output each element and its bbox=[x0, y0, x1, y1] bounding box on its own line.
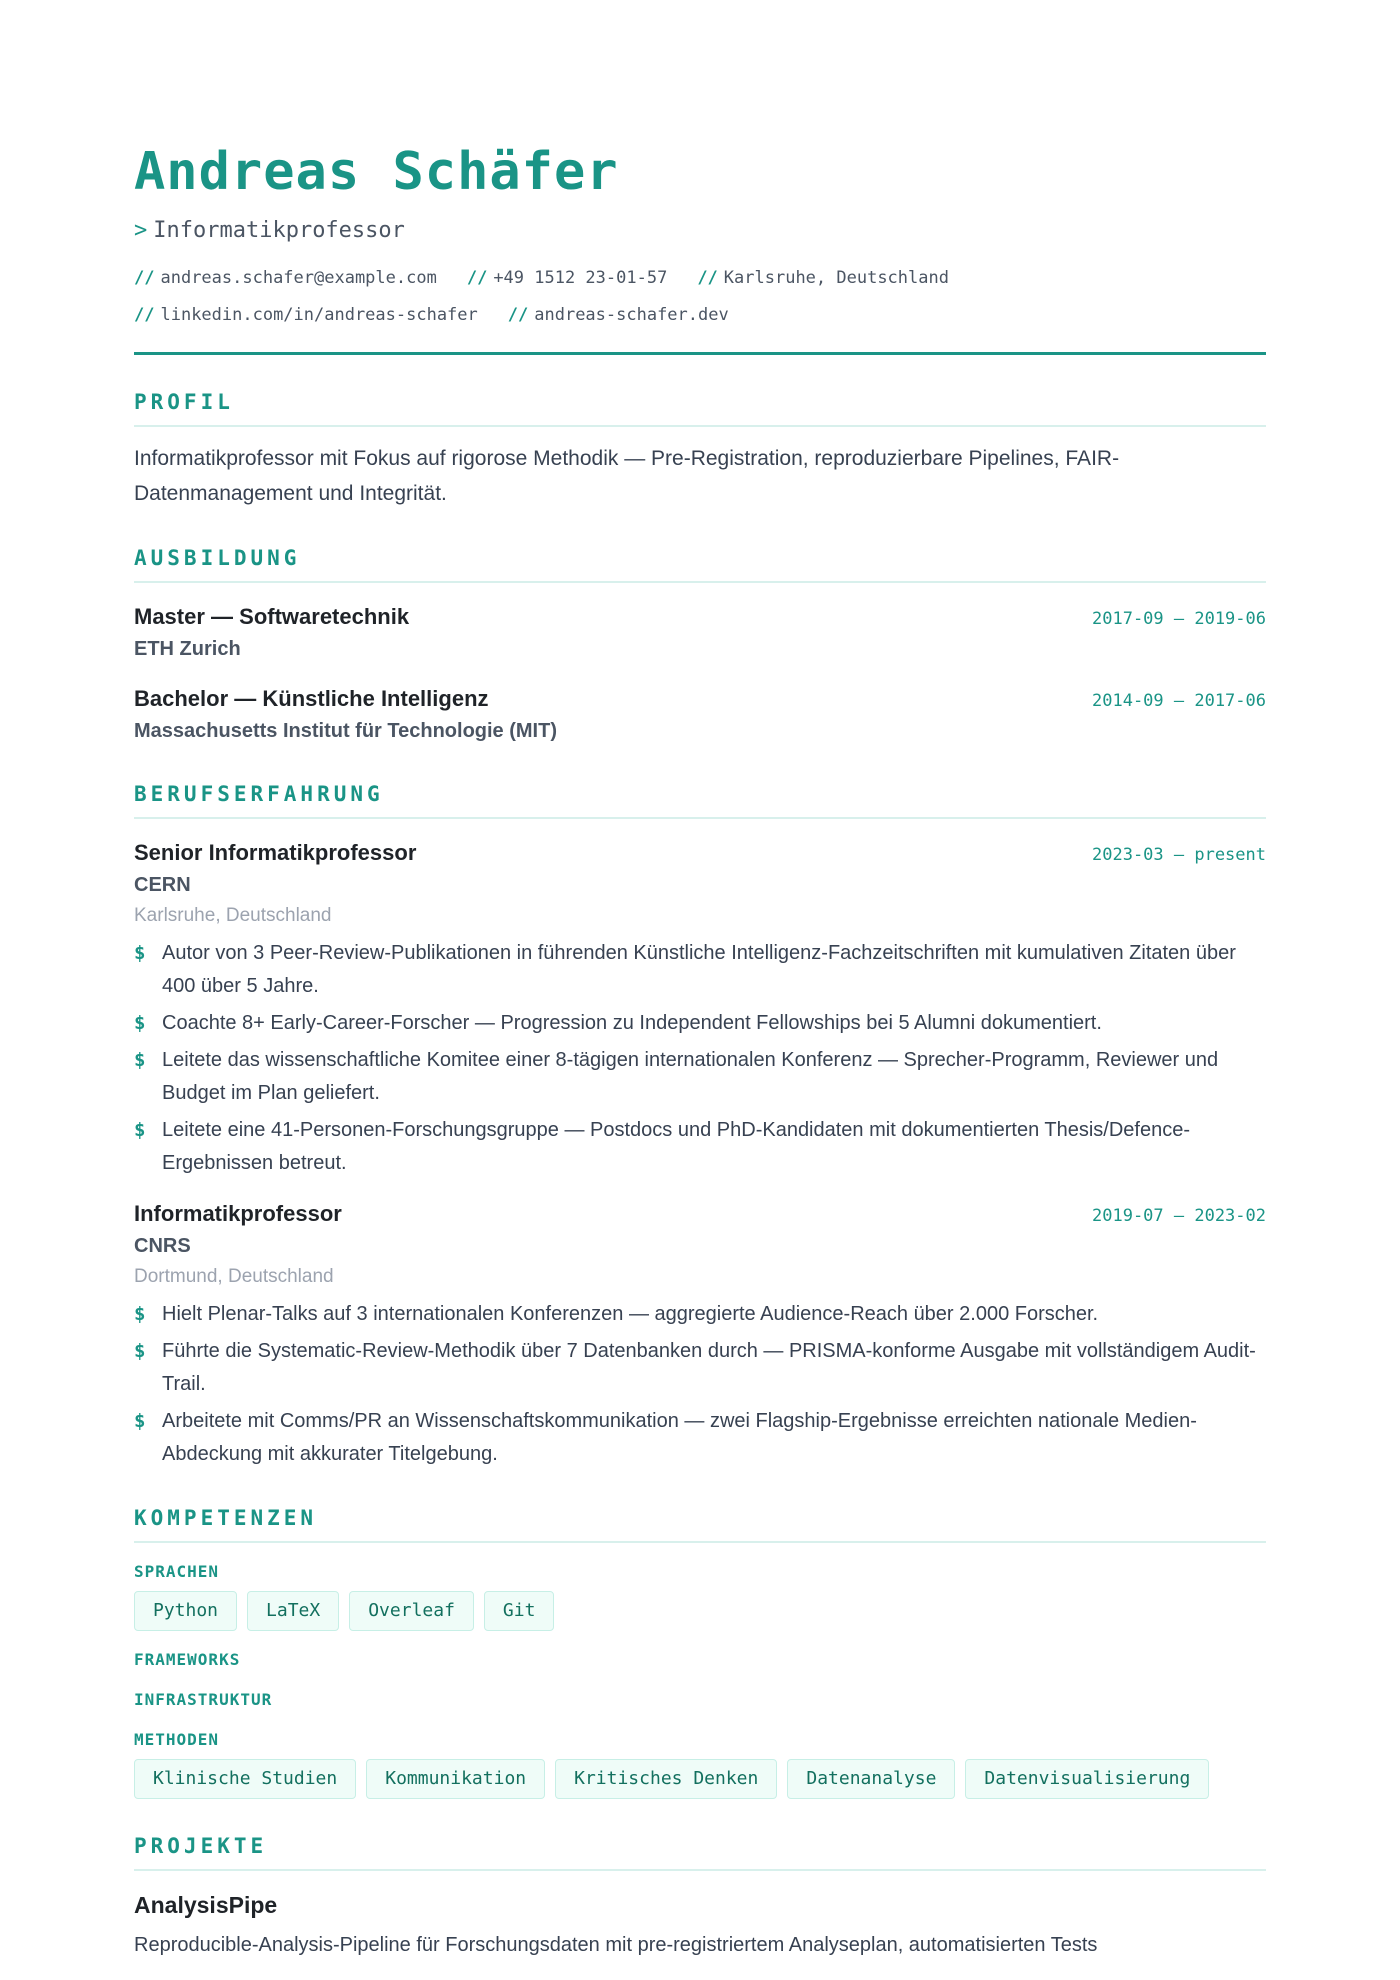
skill-group-label: SPRACHEN bbox=[134, 1562, 220, 1581]
contact-row-1 bbox=[134, 260, 1266, 297]
contact-email[interactable]: // andreas.schafer@example.com bbox=[134, 268, 437, 288]
slash-icon: // bbox=[697, 268, 718, 288]
skill-tag: Kommunikation bbox=[366, 1759, 545, 1799]
contact-location: // Karlsruhe, Deutschland bbox=[697, 268, 949, 288]
degree-title: Bachelor — Künstliche Intelligenz bbox=[134, 686, 489, 711]
employer: CNRS bbox=[134, 1235, 191, 1257]
employer: CERN bbox=[134, 874, 191, 896]
date-range: 2019-07 – 2023-02 bbox=[1092, 1206, 1266, 1226]
resume-page bbox=[134, 140, 1266, 1962]
job-location: Dortmund, Deutschland bbox=[134, 1266, 334, 1287]
section-experience bbox=[134, 781, 1266, 1471]
section-heading-projects: PROJEKTE bbox=[134, 1833, 1266, 1871]
institution: Massachusetts Institut für Technologie (MIT) bbox=[134, 720, 557, 742]
contact-list bbox=[134, 260, 1266, 334]
skill-tag: Overleaf bbox=[349, 1591, 474, 1631]
project-title: AnalysisPipe bbox=[134, 1892, 278, 1918]
achievement-item: $ Leitete das wissenschaftliche Komitee einer 8-tägigen internationalen Konferenz — Sprecher-Programm, Reviewer und Budget im Plan geliefert. bbox=[134, 1044, 1266, 1110]
resume-header bbox=[134, 140, 1266, 355]
prompt-icon: > bbox=[134, 218, 148, 243]
section-projects bbox=[134, 1833, 1266, 1962]
skill-group-label: INFRASTRUKTUR bbox=[134, 1690, 273, 1709]
dollar-icon: $ bbox=[134, 1410, 146, 1432]
skill-tags bbox=[134, 1591, 1266, 1631]
achievement-item: $ Autor von 3 Peer-Review-Publikationen in führenden Künstliche Intelligenz-Fachzeitschriften mit kumulativen Zitaten über 400 über 5 Jahre. bbox=[134, 937, 1266, 1003]
date-range: 2014-09 – 2017-06 bbox=[1092, 691, 1266, 711]
job-title-line bbox=[134, 216, 1266, 246]
skill-tags bbox=[134, 1759, 1266, 1799]
degree-title: Master — Softwaretechnik bbox=[134, 604, 410, 629]
achievement-item: $ Arbeitete mit Comms/PR an Wissenschaftskommunikation — zwei Flagship-Ergebnisse erreichten nationale Medien-Abdeckung mit akkurater Titelgebung. bbox=[134, 1405, 1266, 1471]
achievement-item: $ Hielt Plenar-Talks auf 3 internationalen Konferenzen — aggregierte Audience-Reach über 2.000 Forscher. bbox=[134, 1298, 1266, 1331]
section-profile bbox=[134, 389, 1266, 511]
dollar-icon: $ bbox=[134, 1340, 146, 1362]
date-range: 2023-03 – present bbox=[1092, 845, 1266, 865]
section-education bbox=[134, 545, 1266, 747]
skill-tag: Datenvisualisierung bbox=[965, 1759, 1209, 1799]
achievement-list bbox=[134, 937, 1266, 1180]
institution: ETH Zurich bbox=[134, 638, 241, 660]
skill-group-frameworks bbox=[134, 1649, 1266, 1671]
achievement-list bbox=[134, 1298, 1266, 1471]
project-description: Reproducible-Analysis-Pipeline für Forschungsdaten mit pre-registriertem Analyseplan, automatisierten Tests bbox=[134, 1934, 1098, 1956]
header-divider bbox=[134, 352, 1266, 355]
achievement-item: $ Leitete eine 41-Personen-Forschungsgruppe — Postdocs und PhD-Kandidaten mit dokumentierten Thesis/Defence-Ergebnissen betreut. bbox=[134, 1114, 1266, 1180]
slash-icon: // bbox=[134, 268, 155, 288]
job-title: Informatikprofessor bbox=[153, 218, 405, 243]
skill-tag: LaTeX bbox=[247, 1591, 339, 1631]
dollar-icon: $ bbox=[134, 1049, 146, 1071]
slash-icon: // bbox=[507, 305, 529, 325]
skill-tag: Python bbox=[134, 1591, 237, 1631]
dollar-icon: $ bbox=[134, 942, 146, 964]
person-name: Andreas Schäfer bbox=[134, 142, 619, 202]
skill-tag: Git bbox=[484, 1591, 555, 1631]
section-heading-skills: KOMPETENZEN bbox=[134, 1505, 1266, 1543]
contact-website[interactable]: // andreas-schafer.dev bbox=[507, 305, 729, 325]
contact-linkedin[interactable]: // linkedin.com/in/andreas-schafer bbox=[134, 305, 478, 325]
experience-entry bbox=[134, 1198, 1266, 1471]
contact-phone[interactable]: // +49 1512 23-01-57 bbox=[466, 268, 668, 288]
section-heading-experience: BERUFSERFAHRUNG bbox=[134, 781, 1266, 819]
skill-group-infrastructure bbox=[134, 1689, 1266, 1711]
skill-tag: Klinische Studien bbox=[134, 1759, 356, 1799]
skill-group-label: METHODEN bbox=[134, 1730, 220, 1749]
date-range: 2017-09 – 2019-06 bbox=[1092, 609, 1266, 629]
slash-icon: // bbox=[466, 268, 488, 288]
dollar-icon: $ bbox=[134, 1303, 146, 1325]
experience-entry bbox=[134, 837, 1266, 1180]
achievement-item: $ Führte die Systematic-Review-Methodik über 7 Datenbanken durch — PRISMA-konforme Ausgabe mit vollständigem Audit-Trail. bbox=[134, 1335, 1266, 1401]
job-location: Karlsruhe, Deutschland bbox=[134, 905, 332, 926]
education-entry bbox=[134, 683, 1266, 747]
dollar-icon: $ bbox=[134, 1119, 146, 1141]
dollar-icon: $ bbox=[134, 1012, 146, 1034]
section-skills bbox=[134, 1505, 1266, 1799]
education-entry bbox=[134, 601, 1266, 665]
profile-summary: Informatikprofessor mit Fokus auf rigorose Methodik — Pre-Registration, reproduzierbare Pipelines, FAIR-Datenmanagement und Integrität. bbox=[134, 447, 1120, 505]
contact-row-2 bbox=[134, 297, 1266, 334]
skill-group-languages bbox=[134, 1561, 1266, 1631]
slash-icon: // bbox=[134, 305, 155, 325]
skill-tag: Datenanalyse bbox=[787, 1759, 955, 1799]
job-role: Informatikprofessor bbox=[134, 1201, 342, 1226]
section-heading-profile: PROFIL bbox=[134, 389, 1266, 427]
job-role: Senior Informatikprofessor bbox=[134, 840, 417, 865]
skill-group-methods bbox=[134, 1729, 1266, 1799]
achievement-item: $ Coachte 8+ Early-Career-Forscher — Progression zu Independent Fellowships bei 5 Alumni dokumentiert. bbox=[134, 1007, 1266, 1040]
skill-tag: Kritisches Denken bbox=[555, 1759, 777, 1799]
section-heading-education: AUSBILDUNG bbox=[134, 545, 1266, 583]
skill-group-label: FRAMEWORKS bbox=[134, 1650, 241, 1669]
